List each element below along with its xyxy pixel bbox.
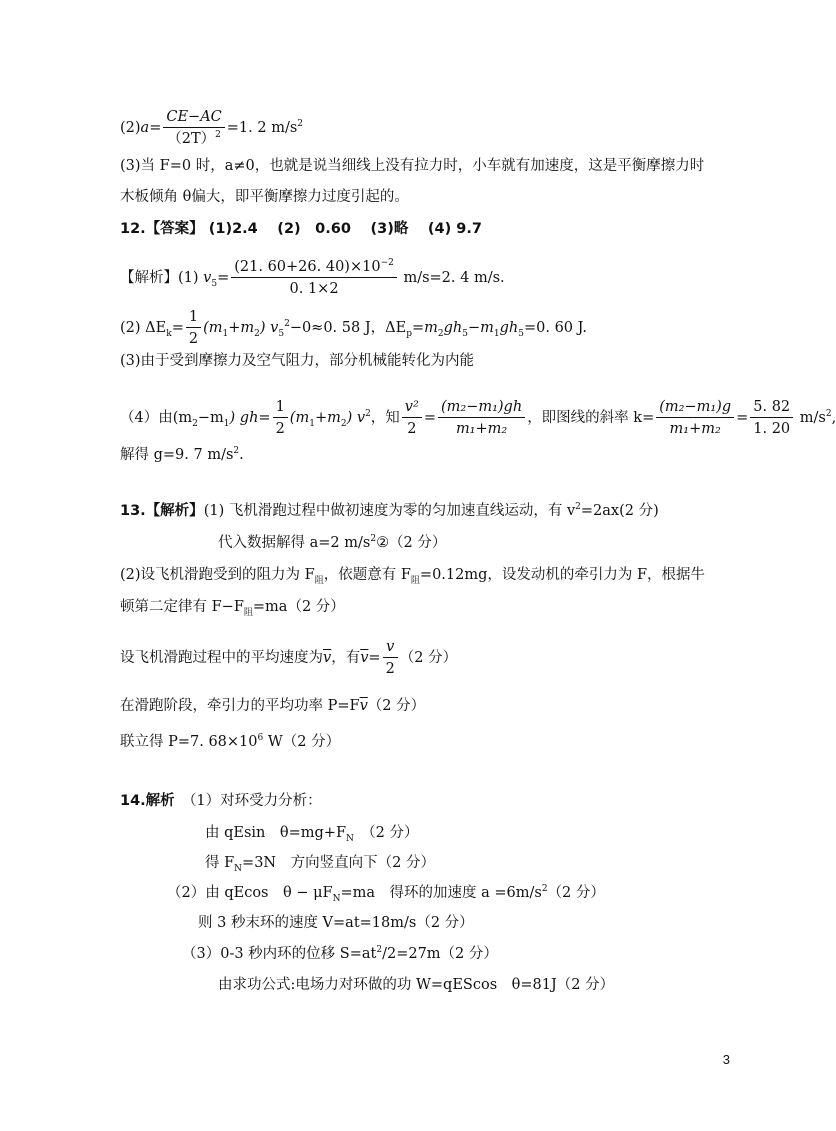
q14-l3-text: 得 F — [205, 855, 235, 871]
q13-l5-frac — [383, 638, 398, 678]
q14-line4 — [167, 884, 605, 902]
q12-l4-a3: ) gh= — [229, 410, 271, 426]
q12-l4-frac-v2-num: v² — [404, 399, 419, 415]
q11-frac-den-sup: 2 — [215, 130, 221, 141]
q12-l4-eq2: = — [736, 410, 749, 426]
q13-l5-a: 设飞机滑跑过程中的平均速度为 — [120, 650, 323, 666]
q11-eq: = — [149, 120, 162, 136]
q12-l4-frac-g-num: (m₂−m₁)g — [659, 399, 732, 415]
q12-solution-1 — [120, 258, 505, 298]
q12-solution-3: (3)由于受到摩擦力及空气阻力，部分机械能转化为内能 — [120, 353, 475, 369]
q13-l7-text: 联立得 P=7. 68×10 — [120, 734, 258, 750]
q12-l4-frac-v2-den: 2 — [407, 421, 417, 437]
q12-dEp: −0≈0. 58 J，ΔE — [289, 320, 407, 336]
q11-part3-line2: 木板倾角 θ偏大，即平衡摩擦力过度引起的。 — [120, 189, 409, 205]
q13-l5-b: ，有 — [331, 650, 361, 666]
q13-l5-vbar: $\overline{v}$ — [323, 650, 332, 666]
q12-l4-half-den: 2 — [275, 421, 285, 437]
q13-l7-end: W（2 分） — [263, 734, 341, 750]
q13-l1-text: (1) 飞机滑跑过程中做初速度为零的匀加速直线运动，有 v — [203, 503, 576, 519]
q14-l2-sub: N — [346, 833, 354, 844]
q13-line4 — [120, 598, 345, 616]
q14-line7: 由求功公式:电场力对环做的功 W=qEScos θ=81J（2 分） — [218, 977, 615, 993]
q12-v5-sup: 2 — [284, 319, 290, 330]
q13-l2-text: 代入数据解得 a=2 m/s — [218, 535, 371, 551]
q13-l6-end: （2 分） — [367, 698, 426, 714]
q12-half-den: 2 — [188, 331, 199, 347]
q12-dEk: (2) ΔE — [120, 320, 167, 336]
q13-line3 — [120, 566, 705, 584]
q12-l4-frac-num — [750, 398, 793, 438]
q12-l4-a: （4）由(m — [120, 410, 193, 426]
q12-m2g: =m — [411, 320, 438, 336]
q12-solution-4 — [120, 398, 836, 438]
q12-l4-b: (m — [289, 410, 310, 426]
q12-l4-b3: ) v — [346, 410, 366, 426]
q12-l4-frac-gh-num: (m₂−m₁)gh — [440, 399, 523, 415]
q14-l2-text: 由 qEsin θ=mg+F — [205, 825, 347, 841]
q13-l4-end: =ma（2 分） — [252, 599, 345, 615]
q13-l3-sub2: 阻 — [410, 575, 420, 586]
q12-v: v — [203, 270, 212, 286]
q12-v-sub: 5 — [211, 278, 218, 289]
q12-l4-slope-text: ，即图线的斜率 k= — [527, 410, 655, 426]
q12-l4-b2: +m — [314, 410, 341, 426]
q12-dEk-sub: k — [166, 328, 172, 339]
q12-l4-frac-num-den: 1. 20 — [753, 421, 791, 437]
q12-l4-frac-g — [656, 398, 734, 438]
q12-gh5b-sub: 5 — [518, 328, 524, 339]
q14-line5: 则 3 秒末环的速度 V=at=18m/s（2 分） — [198, 915, 474, 931]
page-number: 3 — [722, 1052, 730, 1067]
q12-l4-half — [273, 398, 288, 438]
q13-l3-end: =0.12mg，设发动机的牵引力为 F，根据牛 — [419, 567, 706, 583]
q14-l4-tail: （2 分） — [547, 885, 605, 901]
q14-l3-end: =3N 方向竖直向下（2 分） — [242, 855, 435, 871]
q12-m2: +m — [228, 320, 255, 336]
q12-solution-label: 【解析】(1) — [120, 270, 204, 286]
q14-l4-end: =ma 得环的加速度 a =6m/s — [340, 885, 542, 901]
q11-fraction — [163, 108, 224, 148]
q13-l2-sup: 2 — [370, 534, 377, 545]
q13-l5-vbar2: $\overline{v}$ — [360, 650, 369, 666]
q12-gh5-sub: 5 — [462, 328, 468, 339]
q13-l1-sup: 2 — [575, 502, 581, 513]
q11-result: =1. 2 m/s — [226, 120, 298, 136]
q12-m2-sub: 2 — [254, 328, 260, 339]
q12-v5: ) v — [259, 320, 279, 336]
q12-l4-unit: m/s — [795, 410, 826, 426]
q11-part3-line1: (3)当 F=0 时，a≠0，也就是说当细线上没有拉力时，小车就有加速度，这是平衡摩擦力时 — [120, 158, 705, 174]
q13-l5-frac-num: v — [386, 639, 395, 655]
q12-m1g-sub: 1 — [493, 328, 500, 339]
q13-heading: 13.【解析】 — [120, 503, 204, 519]
q12-half — [186, 308, 201, 348]
q14-l6-sup: 2 — [376, 945, 383, 956]
q12-l4-half-num: 1 — [273, 398, 288, 418]
q12-l4-unit-sup: 2 — [825, 409, 832, 420]
q13-l5-end: （2 分） — [399, 650, 458, 666]
q13-l3-mid: ，依题意有 F — [323, 567, 411, 583]
q14-l6-end: /2=27m（2 分） — [382, 946, 498, 962]
q11-frac-num: CE−AC — [166, 109, 222, 125]
q13-l3-sub: 阻 — [314, 575, 324, 586]
q11-part2 — [120, 108, 303, 148]
q13-l5-frac-den: 2 — [385, 661, 395, 677]
q13-l7-sup: 6 — [257, 733, 264, 744]
q11-frac-den: （2T） — [167, 131, 216, 147]
q12-l4-frac-v2 — [402, 398, 422, 438]
q13-l2-end: ②（2 分） — [376, 535, 447, 551]
q12-m2g-sub: 2 — [437, 328, 444, 339]
q12-result1: m/s=2. 4 m/s. — [398, 270, 505, 286]
q12-eq1: = — [217, 270, 230, 286]
q12-l4-a-sub1: 2 — [192, 418, 198, 429]
q13-line5 — [120, 638, 457, 678]
q13-line7 — [120, 733, 340, 751]
q12-l4-frac-gh-den: m₁+m₂ — [455, 421, 508, 437]
q12-l4-eq: = — [423, 410, 436, 426]
q12-l4-a2: −m — [197, 410, 224, 426]
q12-solution-5 — [120, 446, 244, 464]
q14-l2-end: （2 分） — [353, 825, 419, 841]
q12-l4-b-sup: 2 — [365, 409, 371, 420]
q12-l4-b4: ，知 — [370, 410, 400, 426]
q12-m1-sub: 1 — [222, 328, 229, 339]
q14-line1 — [120, 792, 322, 810]
q12-gh5b: gh — [499, 320, 519, 336]
q12-l4-frac-num-num: 5. 82 — [750, 398, 793, 418]
q14-l4-sup: 2 — [541, 884, 548, 895]
q14-l4-text: （2）由 qEcos θ − μF — [167, 885, 333, 901]
q11-var-a: a — [140, 120, 150, 136]
q12-l4-comma: , — [831, 410, 836, 426]
q11-part2-label: (2) — [120, 120, 141, 136]
q12-dEp-sub: p — [406, 328, 412, 339]
q14-heading: 14.解析 — [120, 793, 175, 809]
q12-l4-frac-gh — [438, 398, 525, 438]
q11-result-sup: 2 — [297, 119, 304, 130]
q13-line2 — [218, 534, 446, 552]
q12-l5-end: . — [239, 447, 244, 463]
q12-l4-frac-g-den: m₁+m₂ — [669, 421, 721, 437]
q12-frac1-num: (21. 60+26. 40)×10 — [234, 259, 381, 275]
q13-l1-end: =2ax(2 分) — [580, 503, 659, 519]
q12-answer: 12.【答案】 (1)2.4 (2) 0.60 (3)略 (4) 9.7 — [120, 221, 482, 237]
q12-l4-b-sub2: 2 — [340, 418, 347, 429]
q14-l3-sub: N — [234, 863, 243, 874]
q13-l5-eq: = — [368, 650, 381, 666]
q12-gh5: gh — [443, 320, 463, 336]
q14-line3 — [205, 854, 435, 872]
q14-l1-text: （1）对环受力分析： — [189, 793, 322, 809]
q12-v5-sub: 5 — [278, 328, 285, 339]
q14-l6-text: （3）0-3 秒内环的位移 S=at — [182, 946, 377, 962]
q12-l4-b-sub1: 1 — [309, 418, 315, 429]
q14-l4-sub: N — [332, 893, 341, 904]
q13-l6-vbar: $\overline{v}$ — [359, 698, 368, 714]
q12-result2: =0. 60 J. — [523, 320, 587, 336]
q13-l4-sub: 阻 — [243, 607, 253, 618]
q13-l3-text: (2)设飞机滑跑受到的阻力为 F — [120, 567, 315, 583]
q12-eq2: = — [171, 320, 184, 336]
q12-frac1-den: 0. 1×2 — [289, 281, 339, 297]
q12-l5-sup: 2 — [233, 446, 240, 457]
q12-frac1 — [231, 258, 397, 298]
q12-l4-a-sub2: 1 — [223, 418, 230, 429]
q14-line2 — [205, 824, 418, 842]
q13-line1 — [120, 502, 659, 520]
q13-line6 — [120, 697, 425, 715]
q12-half-num: 1 — [186, 308, 201, 328]
q12-solution-2 — [120, 308, 587, 348]
q12-m1-open: (m — [203, 320, 223, 336]
q14-line6 — [182, 945, 498, 963]
q12-m1g: −m — [467, 320, 494, 336]
q12-frac1-num-sup: −2 — [380, 258, 394, 269]
q13-l4-text: 顿第二定律有 F−F — [120, 599, 244, 615]
q13-l6-a: 在滑跑阶段，牵引力的平均功率 P=F — [120, 698, 360, 714]
q12-l5-text: 解得 g=9. 7 m/s — [120, 447, 234, 463]
